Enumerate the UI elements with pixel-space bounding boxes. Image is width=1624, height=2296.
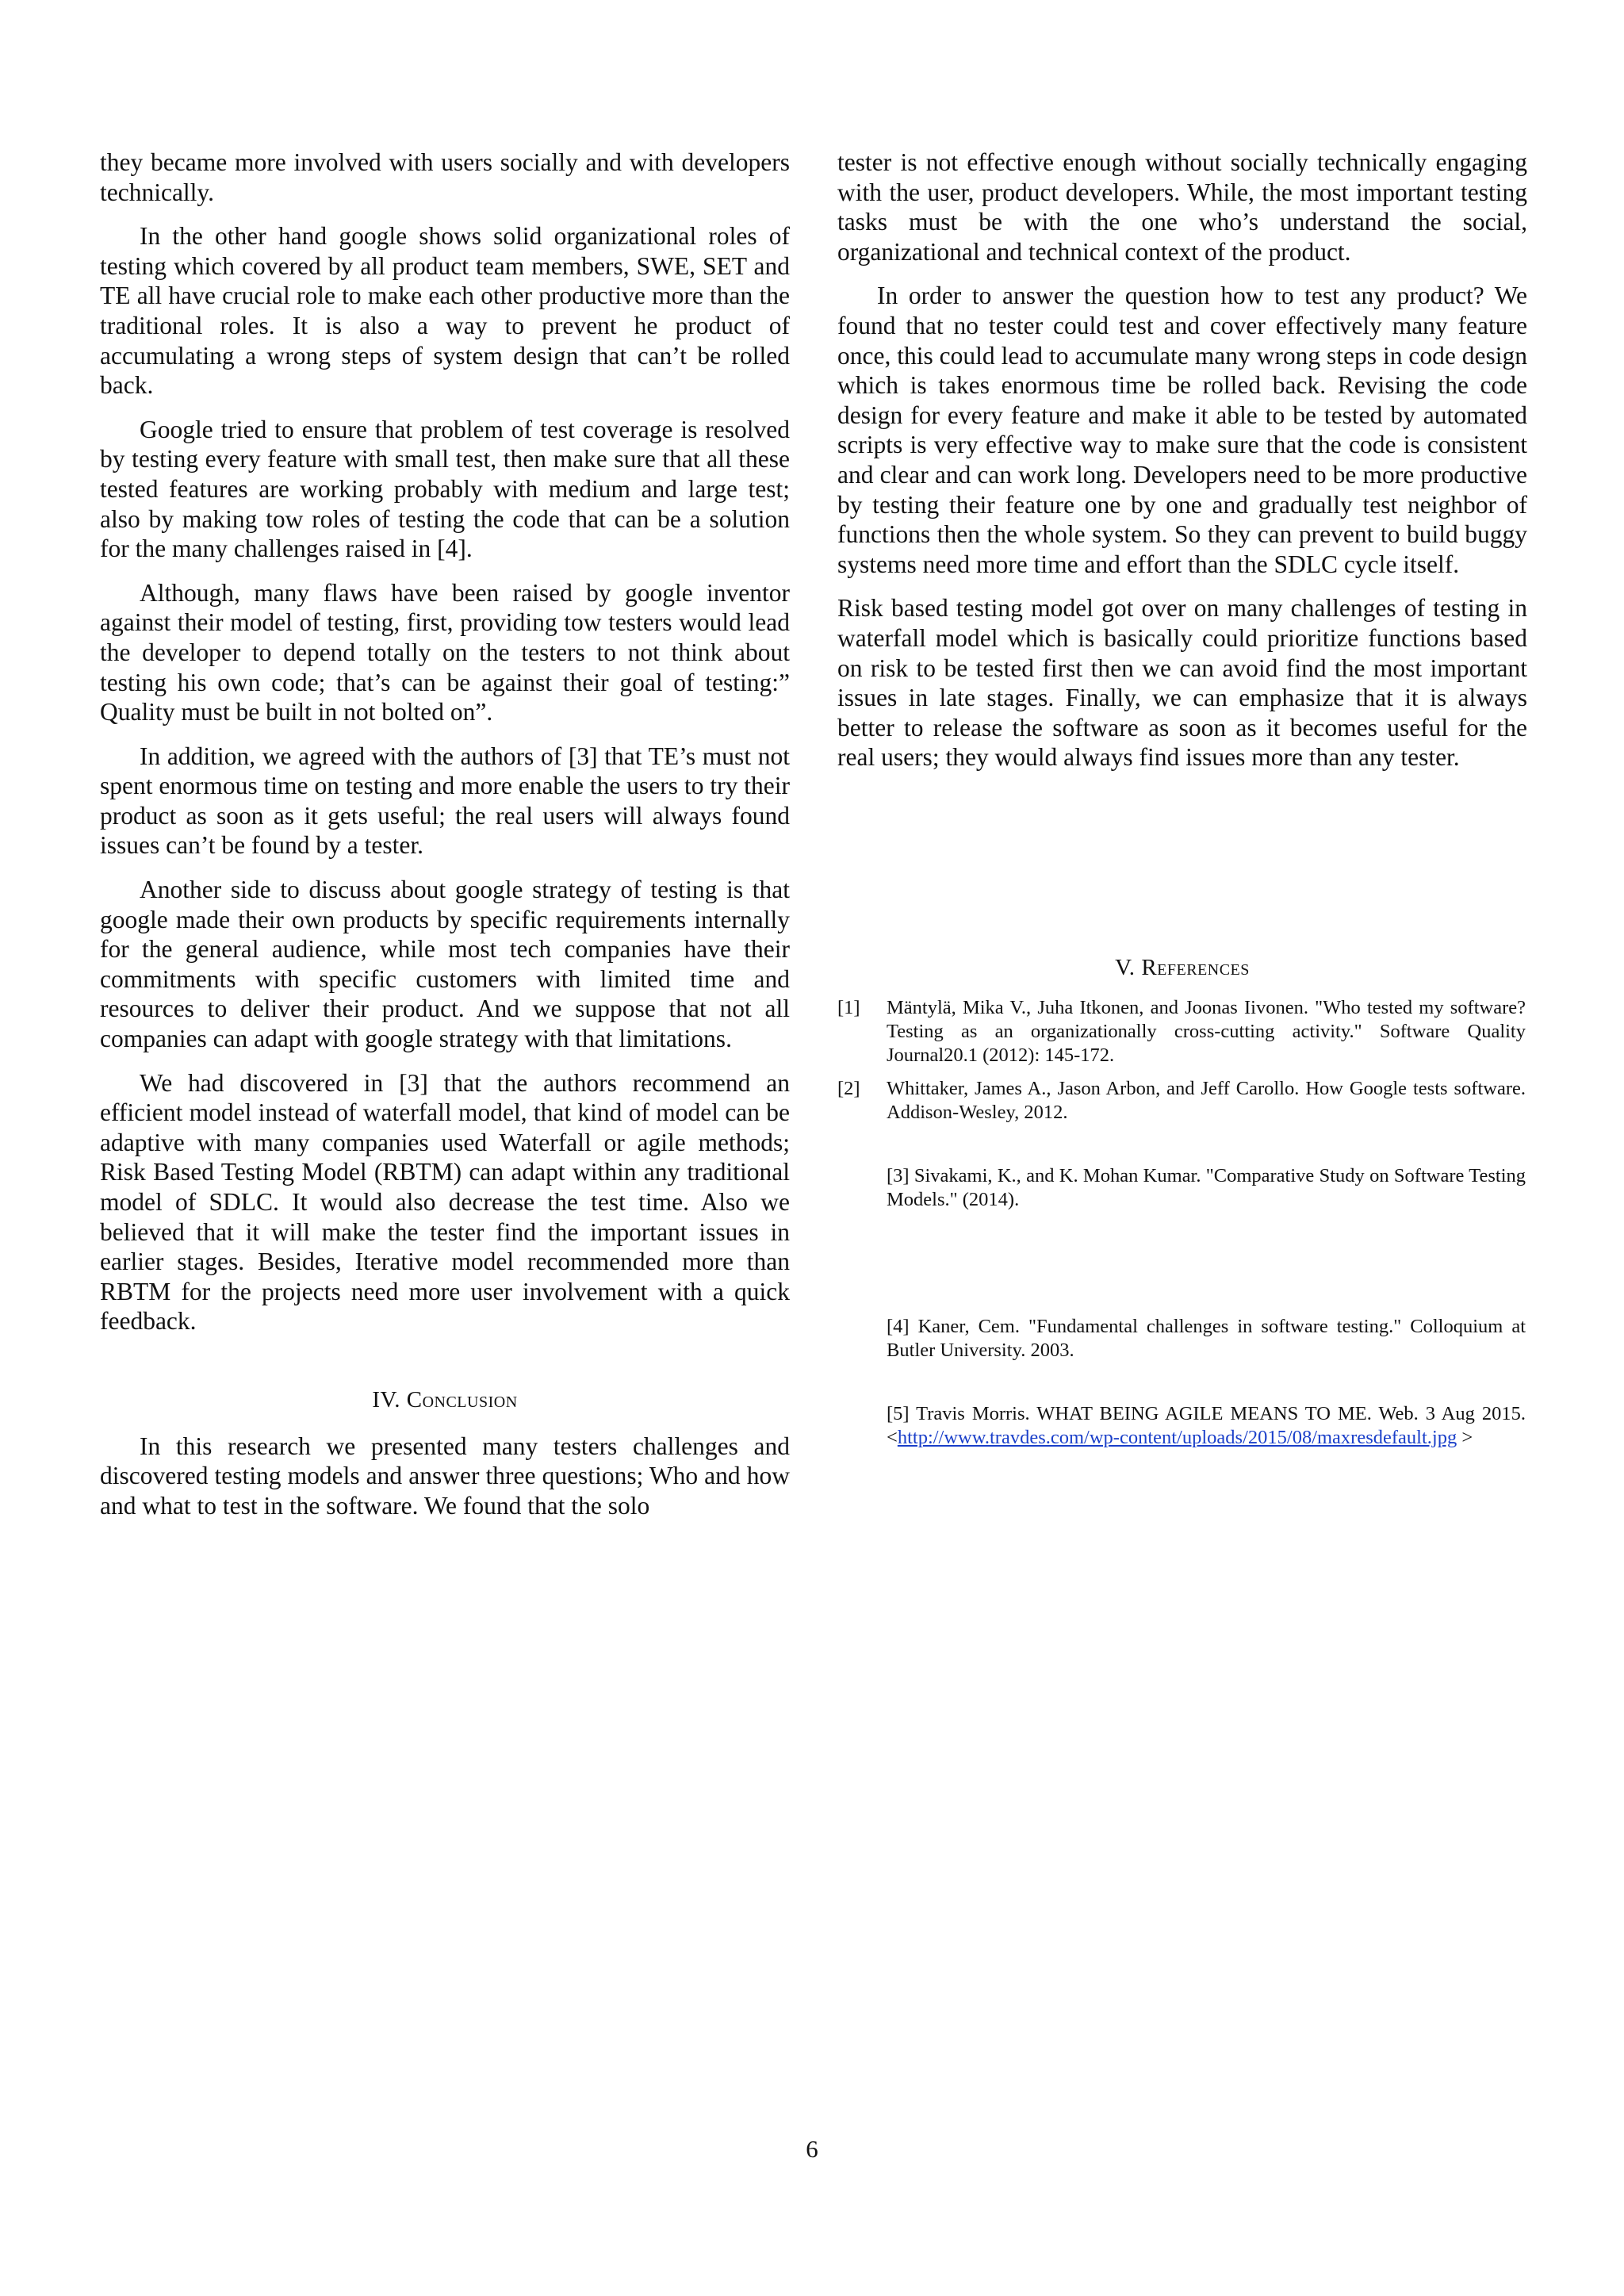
- reference-2: [837, 1077, 1526, 1125]
- reference-1: [837, 996, 1526, 1068]
- paragraph: Another side to discuss about google strategy of testing is that google made their own products by specific requirements internally for the general audience, while most tech companies have their commitments with specific customers with limited time and resources to deliver their product. And we suppose that not all companies can adapt with google strategy with that limitations.: [100, 876, 790, 1053]
- paragraph: In the other hand google shows solid organizational roles of testing which covered by all product team members, SWE, SET and TE all have crucial role to make each other productive more than the traditional roles. It is also a way to prevent he product of accumulating a wrong steps of system design that can’t be rolled back.: [100, 222, 790, 400]
- section-number: V.: [1115, 955, 1136, 980]
- reference-4: [887, 1315, 1526, 1363]
- reference-text: [3] Sivakami, K., and K. Mohan Kumar. "Comparative Study on Software Testing Models." (2014).: [887, 1165, 1526, 1210]
- paragraph: Although, many flaws have been raised by google inventor against their model of testing, first, providing tow testers would lead the developer to depend totally on the testers to not think about testing his own code; that’s can be against their goal of testing:” Quality must be built in not bolted on”.: [100, 578, 790, 726]
- paragraph: We had discovered in [3] that the authors recommend an efficient model instead of waterfall model, that kind of model can be adaptive with many companies used Waterfall or agile methods; Risk Based Testing Model (RBTM) can adapt within any traditional model of SDLC. It would also decrease the test time. Also we believed that it will make the tester find the important issues in earlier stages. Besides, Iterative model recommended more than RBTM for the projects need more user involvement with a quick feedback.: [100, 1068, 790, 1336]
- reference-text: [5] Travis Morris. WHAT BEING AGILE MEANS TO ME. Web. 3 Aug 2015.<: [887, 1403, 1526, 1448]
- reference-text: [4] Kaner, Cem. "Fundamental challenges in software testing." Colloquium at Butler University. 2003.: [887, 1316, 1526, 1361]
- section-number: IV.: [372, 1386, 400, 1412]
- reference-link[interactable]: http://www.travdes.com/wp-content/uploads/2015/08/maxresdefault.jpg: [897, 1427, 1457, 1448]
- paragraph: Risk based testing model got over on many challenges of testing in waterfall model which is basically could prioritize functions based on risk to be tested first then we can avoid find the most important issues in late stages. Finally, we can emphasize that it is always better to release the software as soon as it becomes useful for the real users; they would always find issues more than any tester.: [837, 594, 1527, 772]
- page-number: 6: [806, 2135, 818, 2163]
- left-column: [100, 148, 790, 1535]
- reference-3: [887, 1164, 1526, 1212]
- reference-number: [1]: [837, 997, 860, 1018]
- paragraph: In addition, we agreed with the authors of [3] that TE’s must not spent enormous time on testing and more enable the users to try their product as soon as it gets useful; the real users will always found issues can’t be found by a tester.: [100, 742, 790, 860]
- paragraph: Google tried to ensure that problem of test coverage is resolved by testing every feature with small test, then make sure that all these tested features are working probably with medium and large test; also by making tow roles of testing the code that can be a solution for the many challenges raised in [4].: [100, 415, 790, 563]
- section-title: References: [1141, 955, 1250, 980]
- paragraph: tester is not effective enough without socially technically engaging with the user, product developers. While, the most important testing tasks must be with the one who’s understand the social, organizational and technical context of the product.: [837, 148, 1527, 266]
- section-title: Conclusion: [406, 1386, 518, 1412]
- reference-number: [2]: [837, 1078, 860, 1099]
- reference-tail: >: [1457, 1427, 1473, 1448]
- paragraph: they became more involved with users socially and with developers technically.: [100, 148, 790, 206]
- reference-text: Mäntylä, Mika V., Juha Itkonen, and Joonas Iivonen. "Who tested my software? Testing as an organizationally cross-cutting activity." Software Quality Journal20.1 (2012): 145-172.: [887, 997, 1526, 1066]
- reference-5: [887, 1402, 1526, 1450]
- paragraph: In order to answer the question how to test any product? We found that no tester could test and cover effectively many feature once, this could lead to accumulate many wrong steps in code design which is takes enormous time be rolled back. Revising the code design for every feature and make it able to be tested by automated scripts is very effective way to make sure that the code is consistent and clear and can work long. Developers need to be more productive by testing their feature one by one and gradually test neighbor of functions then the whole system. So they can prevent to build buggy systems need more time and effort than the SDLC cycle itself.: [837, 282, 1527, 578]
- paragraph: In this research we presented many testers challenges and discovered testing models and answer three questions; Who and how and what to test in the software. We found that the solo: [100, 1432, 790, 1520]
- reference-text: Whittaker, James A., Jason Arbon, and Jeff Carollo. How Google tests software. Addison-Wesley, 2012.: [887, 1078, 1526, 1123]
- right-column: [837, 148, 1527, 787]
- section-heading-conclusion: [100, 1386, 790, 1416]
- section-heading-references: [837, 955, 1527, 981]
